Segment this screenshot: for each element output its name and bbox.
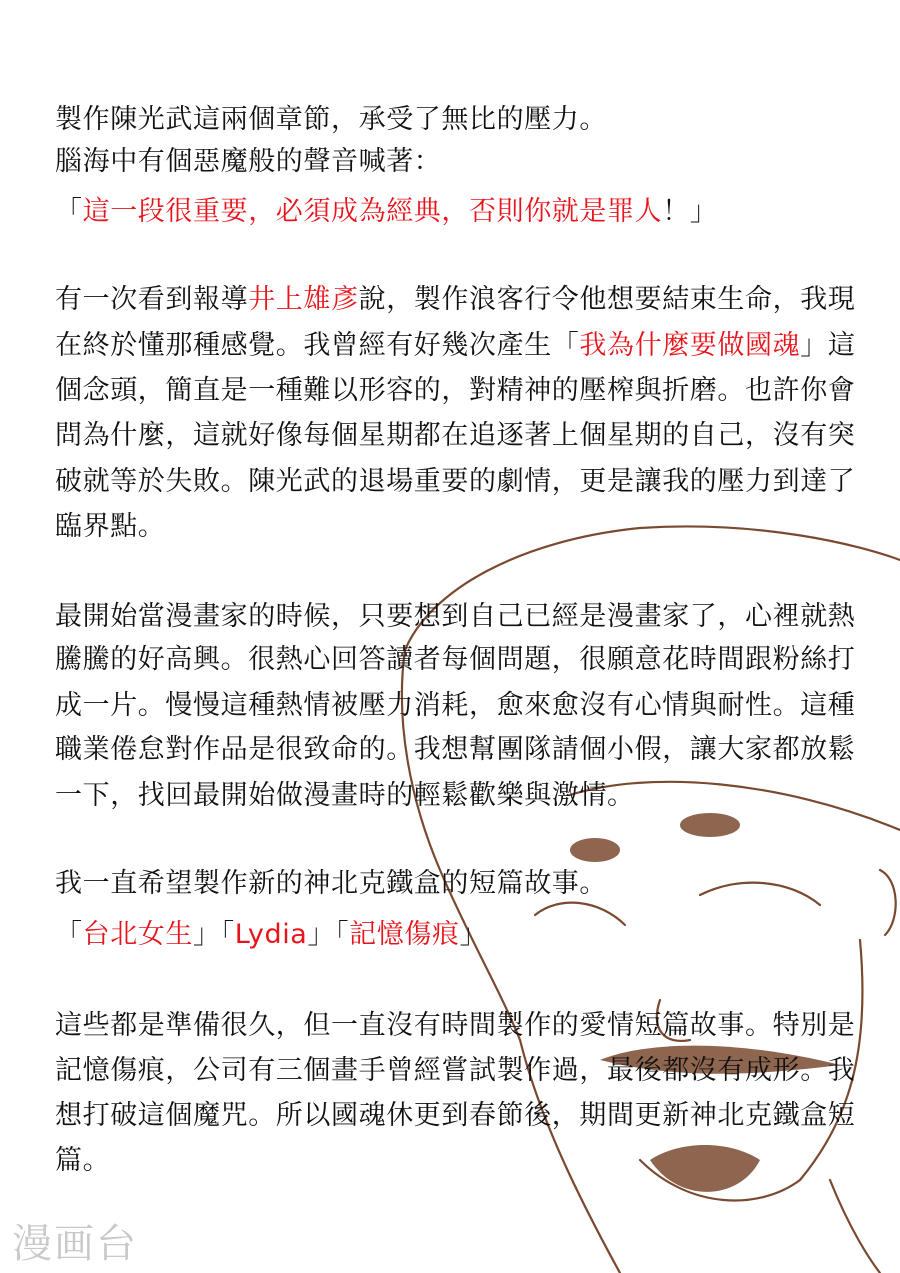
- text-segment: 記憶傷痕，公司有三個畫手曾經嘗試製作過，最後都沒有成形。我: [55, 1055, 856, 1086]
- text-segment: 想打破這個魔咒。所以國魂休更到春節後，期間更新神北克鐵盒短: [55, 1100, 856, 1131]
- text-segment: 個念頭，簡直是一種難以形容的，對精神的壓榨與折磨。也許你會: [55, 375, 856, 406]
- text-segment: 說，製作浪客行令他想要結束生命，我現: [358, 284, 856, 315]
- text-segment: 」「: [193, 919, 235, 950]
- highlight-text: 記憶傷痕: [349, 919, 460, 950]
- text-line: [55, 329, 855, 363]
- text-segment: 「: [55, 919, 83, 950]
- left-eyebrow: [570, 838, 620, 862]
- text-segment: 我一直希望製作新的神北克鐵盒的短篇故事。: [55, 868, 607, 899]
- text-line: [55, 103, 607, 137]
- text-segment: 最開始當漫畫家的時候，只要想到自己已經是漫畫家了，心裡就熱: [55, 601, 856, 632]
- text-segment: 」: [459, 919, 488, 950]
- ear: [880, 870, 896, 935]
- text-line: [55, 374, 855, 408]
- text-segment: ！」: [662, 196, 718, 227]
- highlight-text: Lydia: [234, 919, 308, 950]
- right-eyebrow: [680, 813, 740, 837]
- text-segment: 腦海中有個惡魔般的聲音喊著：: [55, 146, 442, 177]
- highlight-text: 井上雄彥: [248, 284, 359, 315]
- highlight-text: 台北女生: [82, 919, 194, 950]
- text-segment: 破就等於失敗。陳光武的退場重要的劇情，更是讓我的壓力到達了: [55, 466, 856, 497]
- text-line: [55, 779, 635, 813]
- text-segment: 有一次看到報導: [55, 284, 249, 315]
- text-segment: 問為什麼，這就好像每個星期都在追逐著上個星期的自己，沒有突: [55, 420, 856, 451]
- text-segment: 製作陳光武這兩個章節，承受了無比的壓力。: [55, 104, 607, 135]
- watermark-logo: 漫画台: [12, 1221, 138, 1267]
- text-line: [55, 465, 855, 499]
- text-segment: 這些都是準備很久，但一直沒有時間製作的愛情短篇故事。特別是: [55, 1010, 856, 1041]
- text-line: [55, 195, 717, 229]
- text-line: [55, 1009, 855, 1043]
- text-segment: 騰騰的好高興。很熱心回答讀者每個問題，很願意花時間跟粉絲打: [55, 644, 856, 675]
- text-line: [55, 145, 441, 179]
- collar-right: [830, 1180, 880, 1273]
- text-line: [55, 689, 855, 723]
- text-line: [55, 283, 855, 317]
- text-segment: 」「: [307, 919, 350, 950]
- text-segment: 「: [55, 196, 83, 227]
- text-segment: 職業倦怠對作品是很致命的。我想幫團隊請個小假，讓大家都放鬆: [55, 734, 856, 765]
- text-line: [55, 867, 607, 901]
- highlight-text: 我為什麼要做國魂: [579, 330, 801, 361]
- text-line: [55, 918, 487, 952]
- text-line: [55, 1054, 855, 1088]
- text-segment: 篇。: [55, 1145, 111, 1176]
- text-line: [55, 1099, 855, 1133]
- beard: [650, 1145, 760, 1192]
- text-line: [55, 600, 855, 634]
- right-eye: [700, 883, 820, 905]
- text-segment: 成一片。慢慢這種熱情被壓力消耗，愈來愈沒有心情與耐性。這種: [55, 690, 856, 721]
- text-line: [55, 643, 855, 677]
- text-line: [55, 510, 165, 544]
- highlight-text: 這一段很重要，必須成為經典，否則你就是罪人: [82, 196, 663, 227]
- text-line: [55, 1144, 110, 1178]
- text-segment: 在終於懂那種感覺。我曾經有好幾次產生「: [55, 330, 580, 361]
- text-line: [55, 419, 855, 453]
- left-eye: [535, 903, 625, 925]
- text-segment: 一下，找回最開始做漫畫時的輕鬆歡樂與激情。: [55, 780, 635, 811]
- text-segment: 」這: [800, 330, 856, 361]
- text-line: [55, 733, 855, 767]
- text-segment: 臨界點。: [55, 511, 166, 542]
